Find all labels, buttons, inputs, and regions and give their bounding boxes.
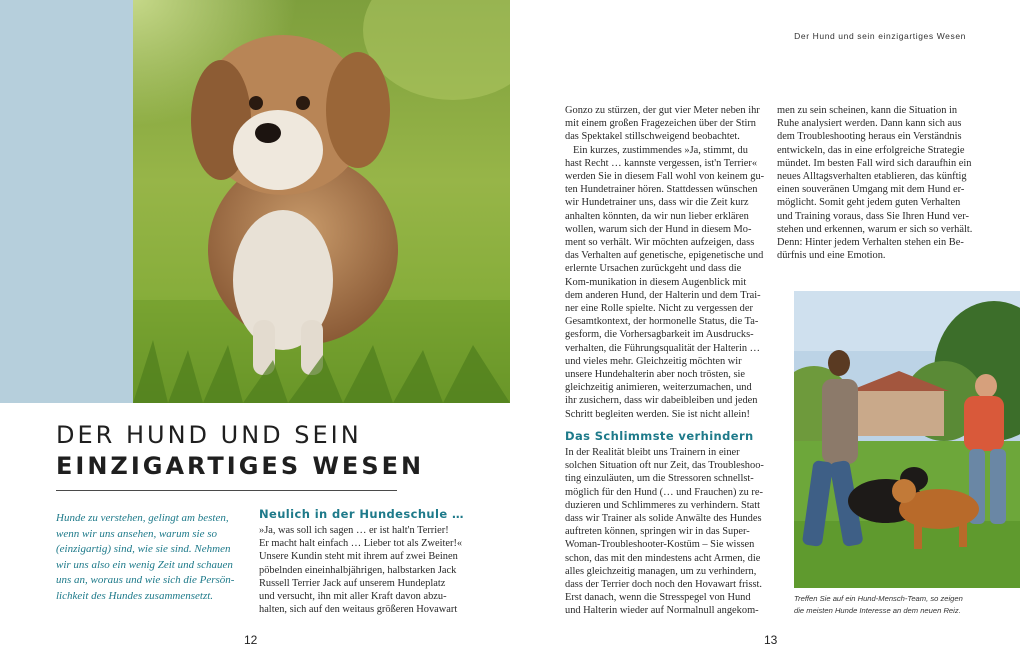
page-number-right: 13	[764, 633, 778, 647]
text-line: dass wir Trainer als solide Anwälte des Hundes	[565, 513, 762, 525]
text-line: men zu sein scheinen, kann die Situation in	[777, 105, 958, 116]
text-line: und Training voraus, dass Sie Ihren Hund ver-	[777, 210, 969, 222]
text-line: und vieles mehr. Gleichzeitig möchten wir	[565, 355, 742, 367]
text-line: hast Recht … kannste vergessen, ist'n Terrier«	[565, 157, 758, 169]
intro-line: wenn wir uns ansehen, warum sie so	[56, 527, 218, 540]
text-line: halten, sich auf den weitaus größeren Hovawart	[259, 604, 458, 616]
text-line: ten Hundetrainer hören. Stattdessen wünschen	[565, 184, 758, 196]
text-line: solchen Situation oft nur Zeit, das Troubleshoo-	[565, 460, 764, 472]
body-column-right	[777, 104, 987, 262]
text-line: Unsere Kundin steht mit ihrem auf zwei Beinen	[259, 551, 458, 563]
intro-line: Hunde zu verstehen, gelingt am besten,	[56, 512, 229, 524]
body-column-middle-top	[565, 104, 765, 421]
text-line: anhalten könnten, da wir nun lieber erklären	[565, 210, 749, 222]
chapter-title-line2: EINZIGARTIGES WESEN	[56, 452, 425, 480]
text-line: Gonzo zu stürzen, der gut vier Meter neben ihr	[565, 105, 760, 116]
text-line: Kom-munikation in diesem Augenblick mit	[565, 276, 747, 288]
text-line: dürfnis und eine Emotion.	[777, 250, 886, 262]
text-line: entwickeln, das in eine erfolgreiche Strategie	[777, 144, 965, 156]
text-line: dem Troubleshooting heraus ein Verständnis	[777, 131, 962, 143]
text-line: das Verhalten auf genetische, epigenetische und	[565, 250, 764, 262]
text-line: und Halterin wieder auf Normalnull angekom-	[565, 605, 759, 617]
blue-color-band	[0, 0, 133, 403]
caption-line: die meisten Hunde Interesse an dem neuen Reiz.	[794, 605, 961, 615]
text-line: dem anderen Hund, der Halterin und dem Trai-	[565, 289, 761, 301]
intro-text	[56, 511, 238, 605]
text-line: verhalten, die Führungsqualität der Halterin …	[565, 342, 761, 354]
text-line: Ein kurzes, zustimmendes »Ja, stimmt, du	[573, 144, 748, 156]
text-line: das Spektakel stillschweigend beobachtet.	[565, 131, 740, 143]
text-line: schon, das mit den mindestens acht Armen, die	[565, 552, 761, 564]
chapter-title-line1: DER HUND UND SEIN	[56, 421, 362, 449]
text-line: Denn: Hinter jedem Verhalten stehen ein Be-	[777, 237, 964, 249]
text-line: Schritt begleiten werden. Sie ist nicht allein!	[565, 408, 750, 420]
text-line: duzieren und Schlimmeres zu verhindern. Statt	[565, 499, 761, 511]
title-rule	[56, 490, 397, 491]
text-line: gesform, die Vorhersagbarkeit im Ausdrucks-	[565, 329, 754, 341]
text-line: werden Sie in diesem Fall wohl von keinem gu-	[565, 171, 765, 183]
text-line: dass der Terrier doch noch den Hovawart frisst.	[565, 579, 763, 591]
text-line: neues Alltagsverhalten etablieren, das künftig	[777, 171, 967, 183]
section-heading-schlimmste: Das Schlimmste verhindern	[565, 429, 754, 443]
text-line: mündet. Im besten Fall wird sich daraufhin ein	[777, 157, 972, 169]
text-line: alles gleichzeitig managen, um zu verhindern,	[565, 565, 757, 577]
text-line: und versucht, ihn mit aller Kraft davon abzu-	[259, 591, 447, 603]
text-line: wir Hundetrainer uns, dass wir die Zeit kurz	[565, 197, 749, 209]
body-column-middle-bottom	[565, 446, 765, 618]
text-line: möglich für den Hund (… und Frauchen) zu re-	[565, 486, 763, 498]
text-line: wollen, warum sich der Hund in diesem Mo-	[565, 223, 752, 235]
running-head: Der Hund und sein einzigartiges Wesen	[794, 31, 966, 41]
text-line: unsere Hundehalterin aber noch trösten, sie	[565, 369, 746, 381]
text-line: Er macht halt einfach … Lieber tot als Zweiter!«	[259, 538, 463, 550]
body-column-left	[259, 524, 463, 616]
text-line: möglicht. Somit geht jedem guten Verhalten	[777, 197, 961, 209]
text-line: stehen und erkennen, warum er sich so verhält.	[777, 223, 973, 235]
text-line: mit einem großen Fragezeichen über der Stirn	[565, 118, 757, 130]
text-line: Gesamtkontext, der hormonelle Status, die Ta-	[565, 316, 759, 328]
photo-caption	[794, 593, 1020, 616]
terrier-photo	[133, 0, 510, 403]
caption-line: Treffen Sie auf ein Hund-Mensch-Team, so zeigen	[794, 594, 963, 603]
chapter-title	[56, 420, 476, 482]
text-line: Ruhe analysiert werden. Dann kann sich aus	[777, 118, 962, 130]
text-line: Woman-Troubleshooter-Kostüm – Sie wissen	[565, 539, 755, 551]
intro-line: wir uns also ein wenig Zeit und schauen	[56, 558, 233, 571]
text-line: »Ja, was soll ich sagen … er ist halt'n Terrier!	[259, 525, 449, 536]
text-line: pöbelnden eineinhalbjährigen, halbstarken Jack	[259, 564, 457, 576]
text-line: In der Realität bleibt uns Trainern in einer	[565, 447, 740, 458]
intro-line: uns an, woraus und wie sich die Persön-	[56, 574, 235, 587]
text-line: erlernte Ursachen zurückgeht und dass die	[565, 263, 742, 275]
text-line: gleichzeitig animieren, weiterzumachen, und	[565, 382, 752, 394]
text-line: Russell Terrier Jack auf unserem Hundeplatz	[259, 577, 446, 589]
text-line: einen souveränen Umgang mit dem Hund er-	[777, 184, 965, 196]
intro-line: (einzigartig) sind, wie sie sind. Nehmen	[56, 543, 231, 556]
text-line: ting einzuläuten, um die Stressoren schnellst-	[565, 473, 754, 485]
text-line: Erst danach, wenn die Stresspegel von Hund	[565, 592, 751, 604]
page-number-left: 12	[244, 633, 258, 647]
intro-line: lichkeit des Hundes zusammensetzt.	[56, 589, 214, 602]
text-line: ihr zusichern, dass wir dabeibleiben und jeden	[565, 395, 758, 407]
text-line: ment so verhält. Wir möchten aufzeigen, dass	[565, 237, 755, 249]
section-heading-hundeschule: Neulich in der Hundeschule …	[259, 507, 464, 521]
text-line: ner eine Rolle spielte. Nicht zu vergessen der	[565, 303, 753, 315]
dog-meeting-photo	[794, 291, 1020, 588]
text-line: auftreten können, springen wir in das Super-	[565, 526, 750, 538]
